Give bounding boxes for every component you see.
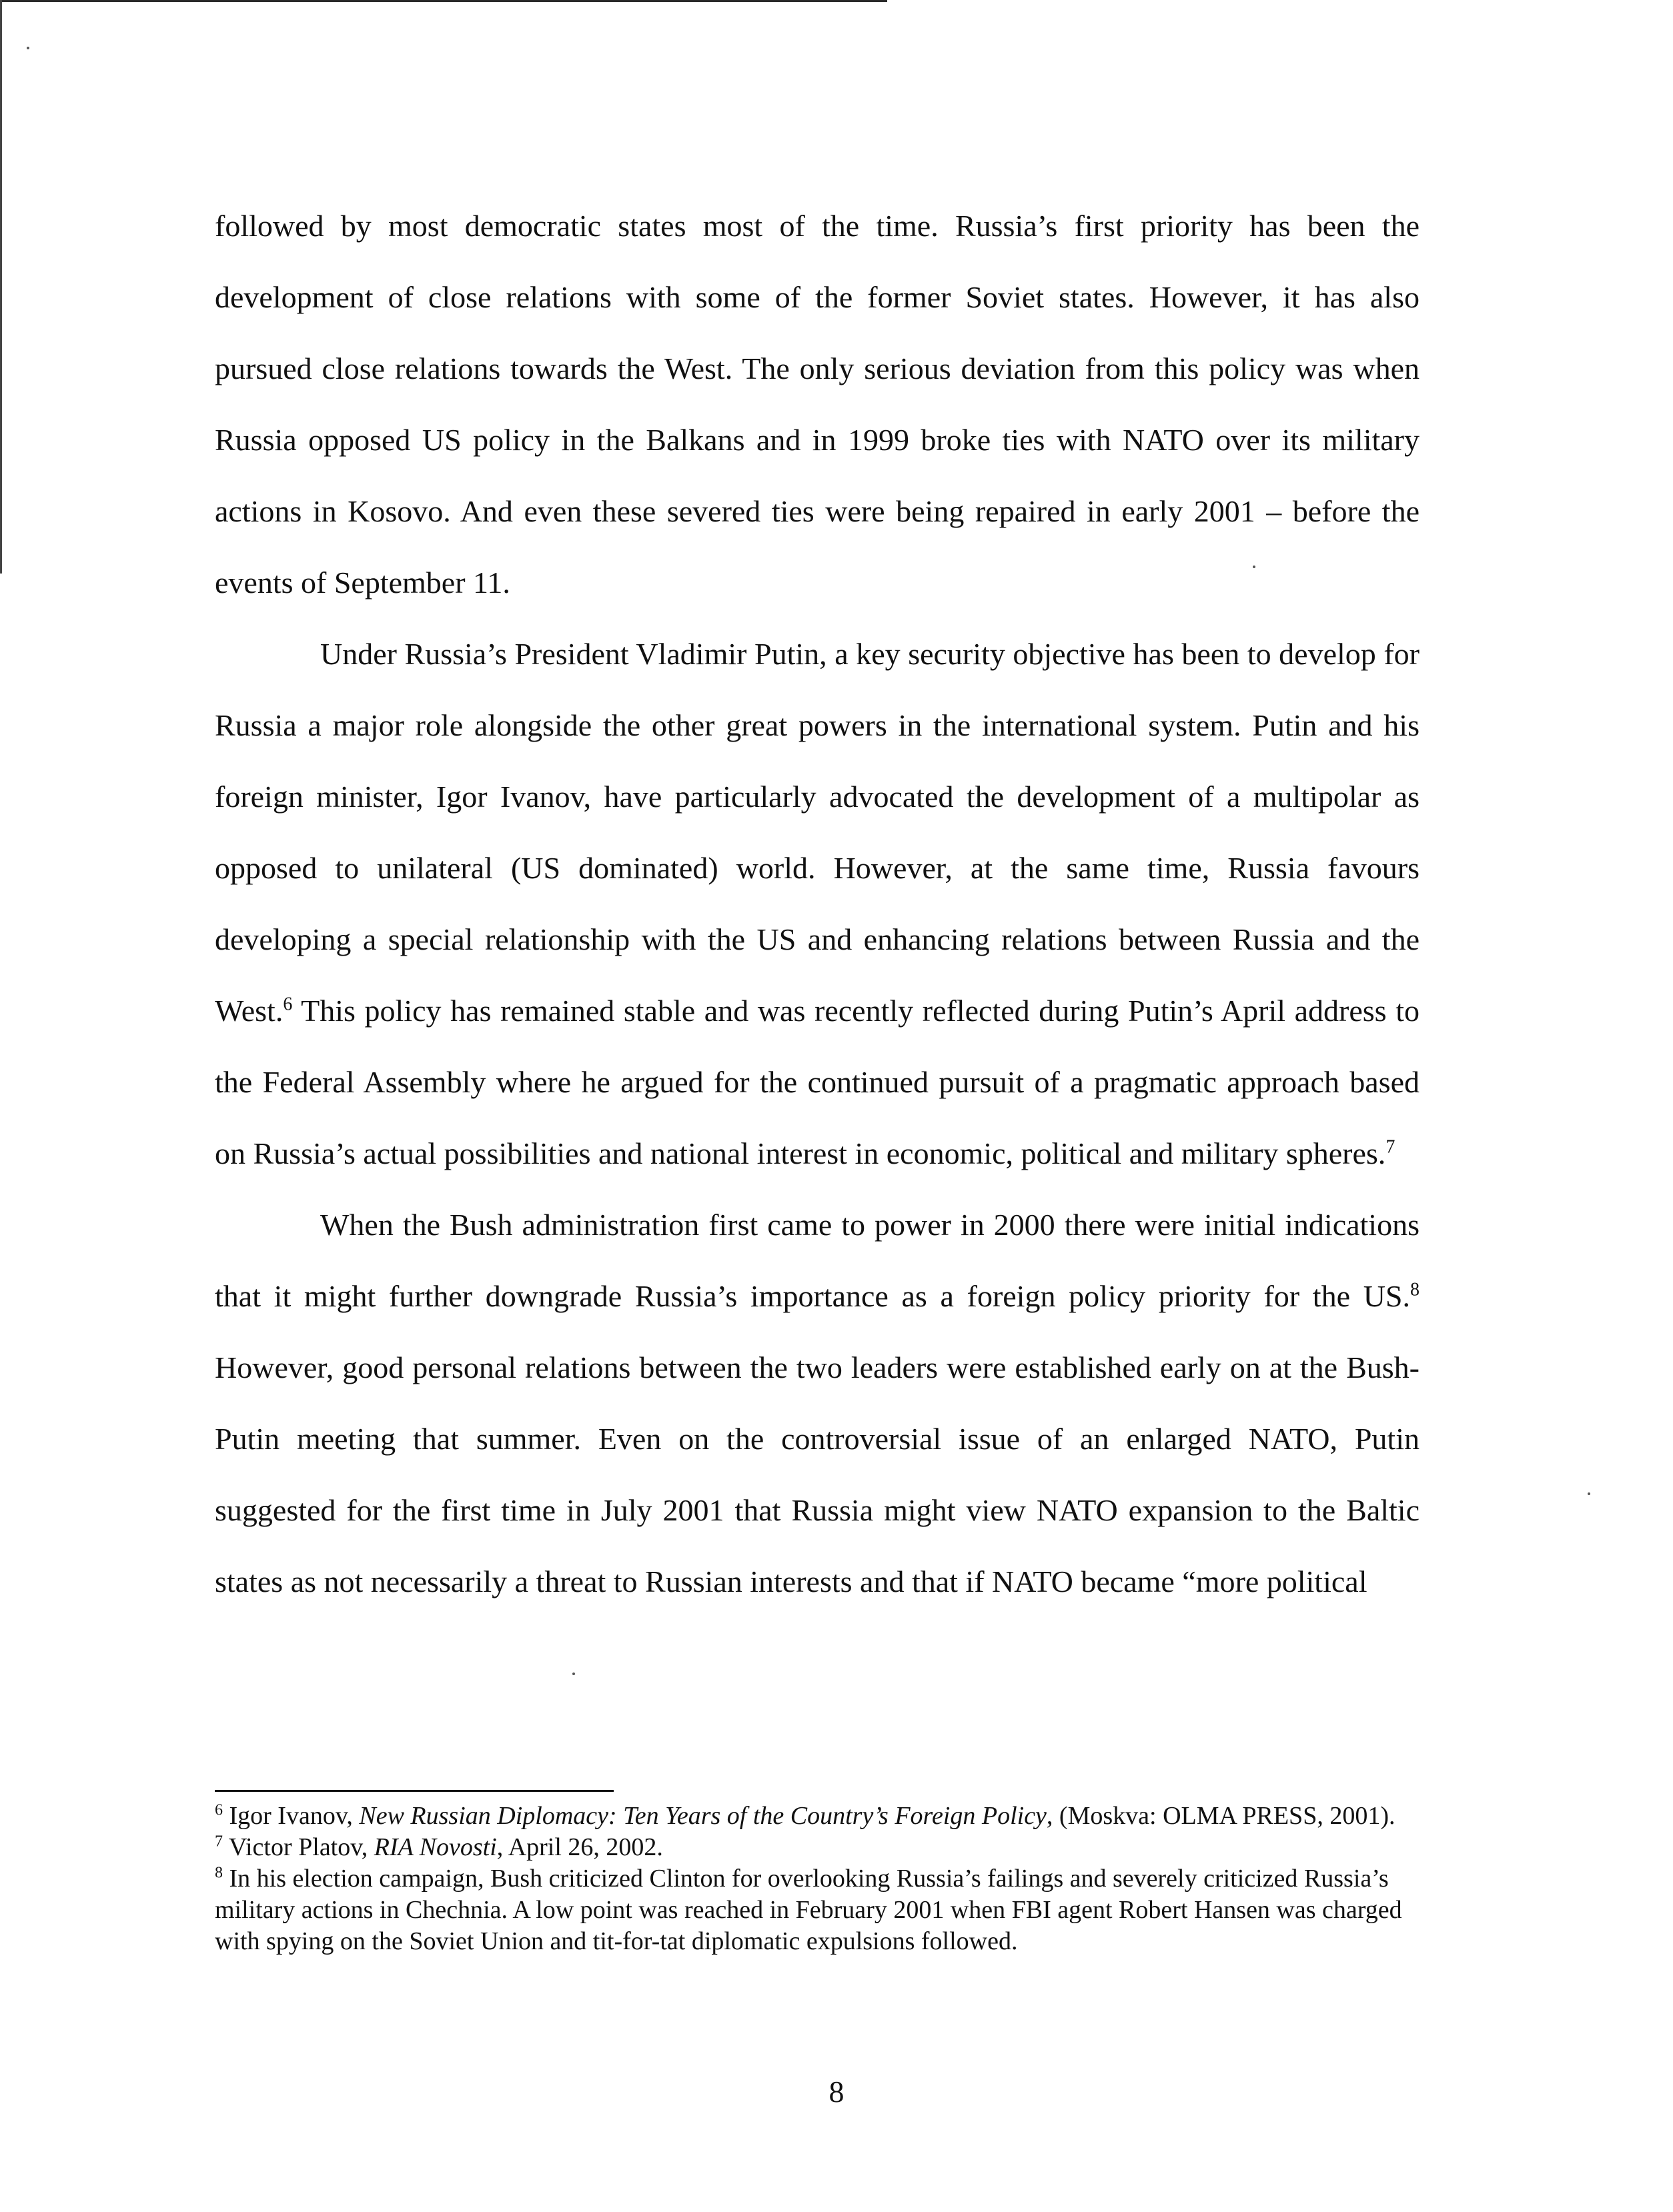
- paragraph: [215, 618, 1420, 1189]
- page-number: 8: [828, 2075, 845, 2109]
- footnote-title: RIA Novosti: [374, 1833, 497, 1861]
- paragraph-text: However, good personal relations between the two leaders were established early on at the Bush-Putin meeting that summer. Even on the controversial issue of an enlarged NATO, Putin suggested for the first time in July 2001 that Russia might view NATO expansion to the Baltic states as not necessarily a threat to Russian interests and that if NATO became “more political: [215, 1350, 1420, 1598]
- scan-speck: [1588, 1492, 1590, 1495]
- body-text: [215, 190, 1420, 1617]
- paragraph: [215, 190, 1420, 618]
- footnote-text: , (Moskva: OLMA PRESS, 2001).: [1046, 1802, 1396, 1830]
- footnote-title: New Russian Diplomacy: Ten Years of the Country’s Foreign Policy: [359, 1802, 1047, 1830]
- paragraph-text: This policy has remained stable and was recently reflected during Putin’s April address to the Federal Assembly where he argued for the continued pursuit of a pragmatic approach based on Russia’s actual possibilities and national interest in economic, political and military spheres.: [215, 994, 1420, 1170]
- footnote-text: , April 26, 2002.: [496, 1833, 663, 1861]
- footnotes: [215, 1801, 1420, 1957]
- paragraph-text: When the Bush administration first came to power in 2000 there were initial indications that it might further downgrade Russia’s importance as a foreign policy priority for the US.: [215, 1208, 1420, 1313]
- scan-speck: [27, 47, 29, 49]
- footnote: [215, 1801, 1420, 1832]
- footnote: [215, 1863, 1420, 1957]
- paragraph-text: followed by most democratic states most of the time. Russia’s first priority has been the development of close relations with some of the former Soviet states. However, it has also pursued close relations towards the West. The only serious deviation from this policy was when Russia opposed US policy in the Balkans and in 1999 broke ties with NATO over its military actions in Kosovo. And even these severed ties were being repaired in early 2001 – before the events of September 11.: [215, 209, 1420, 600]
- footnote-number: 8: [215, 1864, 223, 1882]
- paragraph-text: Under Russia’s President Vladimir Putin, a key security objective has been to develop for Russia a major role alongside the other great powers in the international system. Putin and his foreign minister, Igor Ivanov, have particularly advocated the development of a multipolar as opposed to unilateral (US dominated) world. However, at the same time, Russia favours developing a special relationship with the US and enhancing relations between Russia and the West.: [215, 637, 1420, 1028]
- scan-speck: [572, 1673, 575, 1675]
- footnote: [215, 1832, 1420, 1863]
- footnote-text: Victor Platov,: [228, 1833, 374, 1861]
- footnote-reference: 6: [283, 994, 293, 1015]
- footnote-text: Igor Ivanov,: [229, 1802, 360, 1830]
- footnote-number: 6: [215, 1801, 223, 1819]
- footnote-reference: 7: [1385, 1136, 1396, 1158]
- scan-edge-left: [0, 0, 2, 574]
- footnote-number: 7: [215, 1833, 223, 1851]
- footnote-reference: 8: [1410, 1279, 1420, 1300]
- paragraph: [215, 1189, 1420, 1617]
- footnote-text: In his election campaign, Bush criticized Clinton for overlooking Russia’s failings and severely criticized Russia’s military actions in Chechnia. A low point was reached in February 2001 when FBI agent Robert Hansen was charged with spying on the Soviet Union and tit-for-tat diplomatic expulsions followed.: [215, 1865, 1402, 1955]
- footnote-separator: [215, 1790, 614, 1792]
- scan-edge-top: [0, 0, 887, 2]
